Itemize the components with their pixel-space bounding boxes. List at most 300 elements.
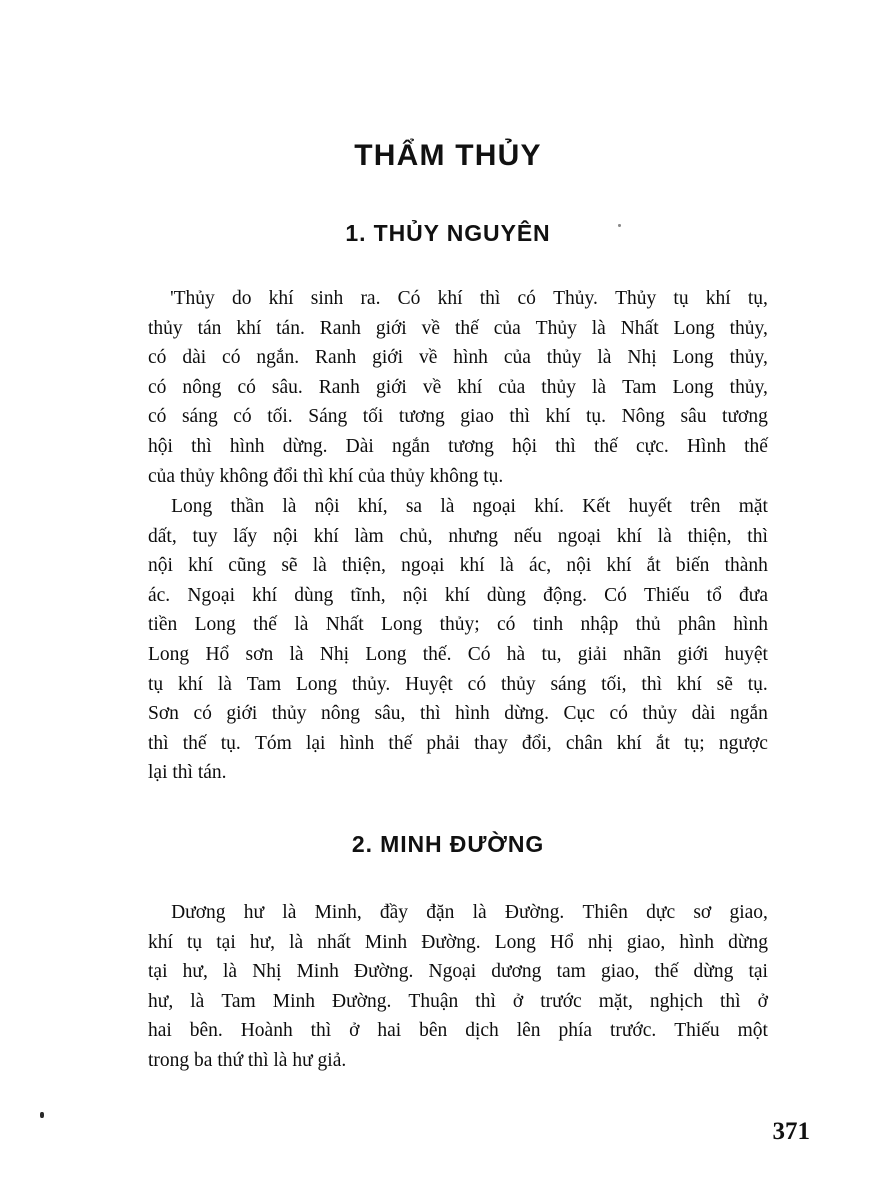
word: của [493, 317, 521, 339]
word: Nhị [252, 961, 282, 983]
word: Kết [582, 496, 611, 517]
word: khí [444, 584, 470, 606]
word: giải [577, 643, 607, 665]
text-line [148, 492, 768, 522]
word: nội [402, 584, 428, 606]
word: tụ. [220, 732, 241, 754]
word: Ranh [318, 376, 360, 398]
word: sa [405, 496, 423, 517]
text-line [148, 898, 768, 928]
text-line [148, 928, 768, 958]
word: giới [375, 376, 407, 398]
word: phân [678, 614, 716, 636]
word: mặt [738, 496, 768, 517]
word: nông [321, 703, 361, 725]
word: nhất [317, 931, 351, 953]
word: giao, [626, 931, 666, 953]
text-line [148, 522, 768, 552]
word: hình [229, 435, 265, 457]
word: khí [676, 673, 702, 695]
word: thì [747, 525, 768, 547]
word: là [190, 990, 205, 1012]
word: về [422, 376, 442, 398]
section-1-paragraph-1 [148, 284, 768, 491]
word: thì [509, 406, 530, 428]
word: thủy, [729, 376, 768, 398]
word: Nông [621, 406, 665, 428]
word: thì [720, 990, 741, 1012]
word: khí [457, 376, 483, 398]
word: lại [305, 732, 326, 754]
word: thủy. [352, 673, 391, 695]
text-line [148, 1016, 768, 1046]
word: ngắn. [256, 347, 300, 369]
word: Long [381, 614, 423, 636]
word: phía [558, 1020, 593, 1042]
word: là [591, 376, 607, 398]
word: tụ [187, 931, 203, 953]
word: dùng [486, 584, 526, 606]
word: ở [512, 990, 524, 1012]
word: tại [148, 961, 168, 983]
word: Long [194, 614, 236, 636]
word: tán. [276, 317, 305, 339]
word: hình [455, 703, 490, 725]
word: Long [295, 673, 338, 695]
word: nhãn [623, 643, 662, 665]
text-line [148, 551, 768, 581]
word: là [282, 496, 297, 517]
word: thì [191, 435, 212, 457]
word: Hoành [240, 1020, 293, 1042]
word: bên [419, 1020, 448, 1042]
word: thì [479, 288, 501, 309]
word: thì [148, 732, 169, 754]
word: khí [268, 288, 294, 309]
word: lấy [233, 525, 258, 547]
word: sẽ [716, 673, 733, 695]
word: Thiên [582, 902, 628, 923]
word: 'Thủy [170, 288, 215, 309]
text-line [148, 284, 768, 314]
word: thế [454, 317, 479, 339]
word: có [467, 673, 487, 695]
word: nhập [580, 614, 619, 636]
word: khí [705, 288, 731, 309]
word: huyết [628, 496, 672, 517]
word: tuy [192, 525, 218, 547]
text-line [148, 957, 768, 987]
word: nội [314, 496, 340, 517]
word: thế [182, 732, 207, 754]
word: là [222, 961, 238, 983]
word: Thuận [408, 990, 459, 1012]
word: tụ. [586, 406, 607, 428]
word: là [472, 902, 487, 923]
word: tương [448, 435, 494, 457]
text-line [148, 343, 768, 373]
text-line [148, 640, 768, 670]
word: ác. [148, 584, 171, 606]
word: khí [437, 288, 463, 309]
word: khí [459, 555, 485, 577]
word: giới [375, 317, 407, 339]
word: Sáng [308, 406, 348, 428]
word: sâu, [374, 703, 406, 725]
word: ngược [718, 732, 768, 754]
word: hình [733, 614, 768, 636]
word: khí [616, 732, 642, 754]
word: về [421, 317, 441, 339]
text-line [148, 987, 768, 1017]
word: thế. [422, 643, 452, 665]
word: Ranh [315, 347, 357, 369]
word: khí [616, 525, 642, 547]
word: cũng [228, 555, 267, 577]
word: tại [216, 931, 236, 953]
page-title: THẨM THỦY [354, 139, 542, 172]
word: là [440, 496, 455, 517]
word: thủy [500, 673, 536, 695]
word: giao [460, 406, 494, 428]
word: hà [506, 643, 526, 665]
word: Hình [686, 435, 726, 457]
word: khí. [534, 496, 564, 517]
word: tương [722, 406, 768, 428]
word: đưa [739, 584, 768, 606]
page-number: 371 [772, 1118, 810, 1145]
scan-speck-icon [40, 1112, 44, 1118]
word: Tam [221, 990, 256, 1012]
word: ngoại [401, 555, 445, 577]
word: khí [148, 931, 173, 953]
word: tổ [706, 584, 722, 606]
word: Có [467, 643, 491, 665]
word: làm [354, 525, 384, 547]
word: tiền [148, 614, 178, 636]
word: ra. [360, 288, 381, 309]
word: nông [182, 376, 222, 398]
word: ngoại [472, 496, 516, 517]
word: tụ; [684, 732, 705, 754]
word: ngoại [557, 525, 602, 547]
word: giao, [600, 961, 640, 983]
word: Thiếu [644, 584, 690, 606]
word: Tóm [254, 732, 292, 754]
word: thiện, [342, 555, 386, 577]
word: thế [593, 435, 618, 457]
word: hư [243, 902, 265, 923]
word: là [294, 614, 309, 636]
word: nếu [513, 525, 542, 547]
section-2-paragraph-1 [148, 898, 768, 1076]
word: thì [419, 703, 441, 725]
text-line: trong ba thứ thì là hư giả. [148, 1049, 347, 1071]
text-line [148, 432, 768, 462]
word: của [503, 347, 531, 369]
word: dất, [148, 525, 177, 547]
word: tụ. [747, 673, 768, 695]
word: có [517, 288, 536, 309]
word: hai [148, 1020, 172, 1042]
text-line [148, 729, 768, 759]
word: khí [252, 584, 278, 606]
word: Tam [246, 673, 282, 695]
word: thủy; [439, 614, 480, 636]
word: dài [182, 347, 207, 369]
section-heading-1: 1. THỦY NGUYÊN [345, 220, 551, 246]
paragraph-indent [148, 898, 153, 928]
word: thiện, [687, 525, 732, 547]
word: nhưng [448, 525, 498, 547]
word: thay [474, 732, 508, 754]
word: thủy [541, 376, 576, 398]
word: trước. [609, 1020, 657, 1042]
word: ngắn [391, 435, 430, 457]
word: thủy [148, 317, 183, 339]
word: Nhất [325, 614, 364, 636]
word: hư, [182, 961, 208, 983]
text-line [148, 581, 768, 611]
section-heading-2: 2. MINH ĐƯỜNG [351, 831, 545, 857]
word: sáng [550, 673, 587, 695]
word: bên. [189, 1020, 223, 1042]
word: lên [516, 1020, 541, 1042]
word: chân [565, 732, 603, 754]
word: có [497, 614, 516, 636]
word: hình [679, 931, 715, 953]
word: dừng. [282, 435, 328, 457]
word: biến [675, 555, 710, 577]
text-line: lại thì tán. [148, 762, 227, 784]
word: cực. [635, 435, 669, 457]
word: khí, [357, 496, 388, 517]
word: nội [566, 555, 592, 577]
word: tụ, [747, 288, 768, 309]
word: Dài [345, 435, 374, 457]
word: Nhị [319, 643, 350, 665]
word: giới [677, 643, 709, 665]
word: tối. [267, 406, 293, 428]
word: khí [313, 525, 339, 547]
word: dừng [728, 931, 768, 953]
word: Dương [171, 902, 226, 923]
word: Long [171, 496, 213, 517]
word: Đường. [354, 961, 414, 983]
word: Huyệt [405, 673, 453, 695]
word: mặt, [598, 990, 633, 1012]
word: đổi, [521, 732, 552, 754]
word: Long [494, 931, 536, 953]
word: Có [397, 288, 421, 309]
text-line: của thủy không đổi thì khí của thủy không tụ. [148, 465, 504, 487]
word: hình [453, 347, 488, 369]
word: ở [349, 1020, 360, 1042]
word: tương [398, 406, 445, 428]
word: nội [148, 555, 173, 577]
word: thế [388, 732, 413, 754]
word: dịch [465, 1020, 499, 1042]
word: Minh [272, 990, 316, 1012]
word: Đường. [421, 931, 481, 953]
word: hội [148, 435, 173, 457]
word: Thủy [615, 288, 657, 309]
word: khí [545, 406, 571, 428]
word: Ngoại [428, 961, 477, 983]
text-line [148, 610, 768, 640]
word: huyệt [724, 643, 768, 665]
word: thì [641, 673, 662, 695]
word: thì [310, 1020, 332, 1042]
word: tán [197, 317, 222, 339]
word: Thủy [535, 317, 577, 339]
word: Minh [364, 931, 408, 953]
word: ắt [655, 732, 670, 754]
word: ắt [646, 555, 661, 577]
word: có [233, 406, 252, 428]
word: có [193, 703, 212, 725]
word: thì [555, 435, 576, 457]
word: dài [691, 703, 716, 725]
word: Hổ [549, 931, 574, 953]
text-line [148, 314, 768, 344]
word: Ranh [319, 317, 361, 339]
word: Có [604, 584, 627, 606]
word: có [237, 376, 256, 398]
word: sáng [181, 406, 218, 428]
word: Long [672, 376, 714, 398]
word: hư, [249, 931, 276, 953]
word: dừng. [504, 703, 549, 725]
word: Long [148, 643, 190, 665]
word: nội [272, 525, 298, 547]
word: tại [748, 961, 768, 983]
text-line [148, 402, 768, 432]
section-1-paragraph-2 [148, 492, 768, 788]
word: ác, [528, 555, 552, 577]
word: tối, [601, 673, 627, 695]
word: dương [491, 961, 542, 983]
text-line [148, 670, 768, 700]
word: do [231, 288, 252, 309]
word: có [222, 347, 241, 369]
word: Tam [622, 376, 657, 398]
word: của [498, 376, 526, 398]
word: tụ [673, 288, 689, 309]
word: Ngoại [187, 584, 235, 606]
word: thủy [546, 347, 582, 369]
word: trước [540, 990, 582, 1012]
word: thủy [642, 703, 678, 725]
word: sâu [680, 406, 707, 428]
word: Minh, [314, 902, 362, 923]
word: dừng [693, 961, 734, 983]
paragraph-indent [148, 284, 153, 314]
word: tu, [541, 643, 562, 665]
word: ngắn [729, 703, 768, 725]
word: một [737, 1020, 768, 1042]
word: Đường. [504, 902, 565, 923]
word: thủ [635, 614, 661, 636]
word: Long [672, 347, 714, 369]
word: nghịch [649, 990, 703, 1012]
word: có [609, 703, 628, 725]
word: là [657, 525, 672, 547]
word: động. [543, 584, 587, 606]
word: Nhất [620, 317, 659, 339]
word: Minh [296, 961, 339, 983]
word: thành [724, 555, 768, 577]
word: thế [253, 614, 277, 636]
word: Thiếu [674, 1020, 720, 1042]
word: là [591, 317, 606, 339]
word: nhị [587, 931, 613, 953]
word: chủ, [399, 525, 433, 547]
word: thì [475, 990, 496, 1012]
word: khí [606, 555, 632, 577]
word: thần [230, 496, 265, 517]
word: thủy, [729, 347, 768, 369]
word: về [418, 347, 438, 369]
word: sơn [245, 643, 274, 665]
word: có [148, 406, 167, 428]
word: là [289, 931, 304, 953]
word: là [312, 555, 327, 577]
word: là [597, 347, 612, 369]
word: khí [236, 317, 262, 339]
word: thủy, [729, 317, 768, 339]
word: có [148, 347, 167, 369]
word: Đường. [332, 990, 392, 1012]
word: dùng [294, 584, 334, 606]
word: là [282, 902, 297, 923]
word: tụ [148, 673, 164, 695]
word: là [217, 673, 232, 695]
text-line [148, 699, 768, 729]
word: Sơn [148, 703, 179, 725]
word: hội [512, 435, 537, 457]
word: trên [690, 496, 721, 517]
word: giao, [729, 902, 768, 923]
word: Hổ [205, 643, 230, 665]
word: giới [372, 347, 404, 369]
word: dực [646, 902, 676, 923]
word: giới [226, 703, 258, 725]
word: tĩnh, [350, 584, 386, 606]
scan-speck-icon [618, 224, 621, 227]
word: sơ [693, 902, 712, 923]
word: có [148, 376, 167, 398]
word: sâu. [271, 376, 303, 398]
word: sinh [310, 288, 344, 309]
text-line [148, 373, 768, 403]
word: Long [673, 317, 715, 339]
word: khí [178, 673, 203, 695]
word: thủy [271, 703, 307, 725]
word: Long [365, 643, 407, 665]
word: đầy [379, 902, 409, 923]
word: hai [377, 1020, 402, 1042]
word: Cục [563, 703, 595, 725]
word: Thủy. [553, 288, 598, 309]
word: là [289, 643, 304, 665]
word: hư, [148, 990, 174, 1012]
word: đặn [426, 902, 455, 923]
word: ở [757, 990, 768, 1012]
word: tối [362, 406, 384, 428]
word: thế [654, 961, 679, 983]
word: hình [339, 732, 375, 754]
